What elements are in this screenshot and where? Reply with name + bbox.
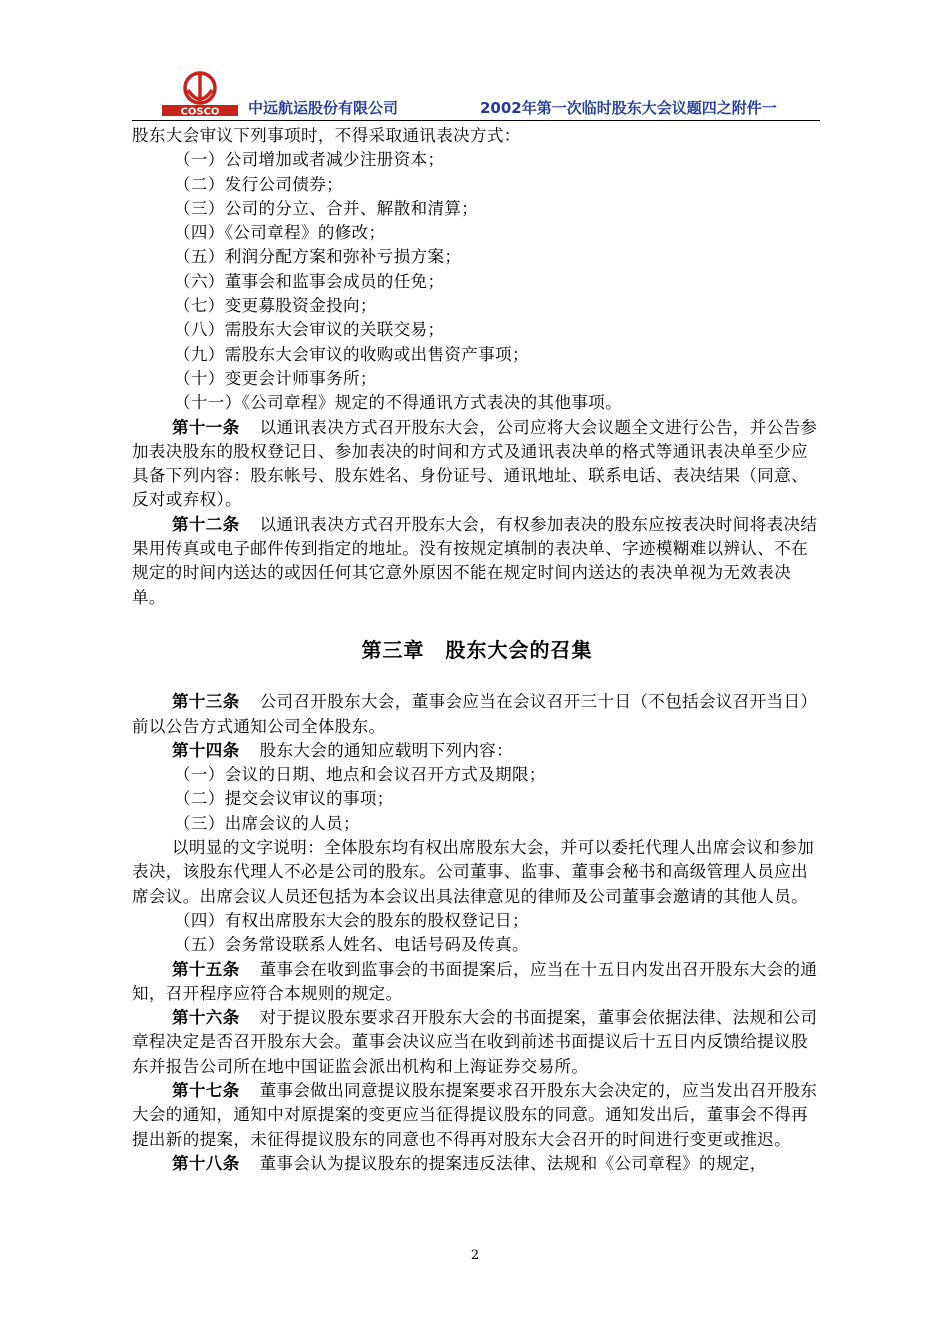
list-item: （六）董事会和监事会成员的任免； (174, 271, 445, 291)
list-item: （二）提交会议审议的事项； (174, 789, 394, 809)
article-12 (132, 513, 822, 610)
header-company: 中远航运股份有限公司 (248, 99, 399, 117)
chapter-heading: 第三章 股东大会的召集 (361, 637, 593, 662)
article-label: 第十一条 (172, 417, 240, 437)
article-text: 董事会认为提议股东的提案违反法律、法规和《公司章程》的规定， (259, 1153, 767, 1173)
article-16 (132, 1006, 822, 1079)
list-item: （九）需股东大会审议的收购或出售资产事项； (174, 344, 529, 364)
article-label: 第十八条 (172, 1153, 240, 1173)
page-header (132, 64, 820, 121)
article-17 (132, 1079, 822, 1152)
article-text: 董事会在收到监事会的书面提案后，应当在十五日内发出召开股东大会的通知，召开程序应符合本规则的规定。 (132, 959, 818, 1003)
article-label: 第十五条 (172, 959, 240, 979)
logo-text: COSCO (180, 106, 220, 118)
intro-paragraph: 股东大会审议下列事项时，不得采取通讯表决方式： (132, 126, 521, 145)
list-item: （一）公司增加或者减少注册资本； (174, 150, 445, 170)
article-text: 董事会做出同意提议股东提案要求召开股东大会决定的，应当发出召开股东大会的通知，通知中对原提案的变更应当征得提议股东的同意。通知发出后，董事会不得再提出新的提案，未征得提议股东的同意也不得再对股东大会召开的时间进行变更或推迟。 (132, 1080, 818, 1149)
list-item: （三）出席会议的人员； (174, 813, 360, 833)
list-item: （三）公司的分立、合并、解散和清算； (174, 198, 479, 218)
article-label: 第十六条 (172, 1008, 240, 1028)
article-text: 以通讯表决方式召开股东大会，有权参加表决的股东应按表决时间将表决结果用传真或电子邮件传到指定的地址。没有按规定填制的表决单、字迹模糊难以辨认、不在规定的时间内送达的或因任何其它意外原因不能在规定时间内送达的表决单视为无效表决单。 (132, 514, 818, 607)
list-item: （四）《公司章程》的修改； (174, 223, 386, 243)
article-label: 第十二条 (172, 514, 240, 534)
list-item: （十一）《公司章程》规定的不得通讯方式表决的其他事项。 (174, 393, 623, 413)
article-text: 以通讯表决方式召开股东大会，公司应将大会议题全文进行公告，并公告参加表决股东的股权登记日、参加表决的时间和方式及通讯表决单的格式等通讯表决单至少应具备下列内容：股东帐号、股东姓名、身份证号、通讯地址、联系电话、表决结果（同意、反对或弃权）。 (132, 417, 818, 510)
list-item: （八）需股东大会审议的关联交易； (174, 320, 445, 340)
list-item: （二）发行公司债券； (174, 174, 343, 194)
list-item: （五）利润分配方案和弥补亏损方案； (174, 247, 462, 267)
article-text: 股东大会的通知应载明下列内容： (259, 740, 514, 760)
article-label: 第十三条 (172, 692, 240, 712)
header-title: 2002年第一次临时股东大会议题四之附件一 (480, 99, 777, 117)
document-body (132, 124, 822, 1176)
article-15 (132, 958, 822, 1007)
list-item: （七）变更募股资金投向； (174, 296, 377, 316)
article-text: 对于提议股东要求召开股东大会的书面提案，董事会依据法律、法规和公司章程决定是否召开股东大会。董事会决议应当在收到前述书面提议后十五日内反馈给提议股东并报告公司所在地中国证监会派出机构和上海证券交易所。 (132, 1008, 818, 1076)
list-item: （十）变更会计师事务所； (174, 368, 377, 388)
list-item: （四）有权出席股东大会的股东的股权登记日； (174, 910, 529, 930)
article-label: 第十四条 (172, 740, 240, 760)
cosco-logo-icon (160, 68, 240, 118)
article-11 (132, 416, 822, 513)
article-14 (132, 739, 822, 763)
article-13 (132, 690, 822, 739)
article-label: 第十七条 (172, 1080, 240, 1100)
list-item: （五）会务常设联系人姓名、电话号码及传真。 (174, 935, 529, 955)
page-number: 2 (470, 1248, 480, 1263)
explanation-paragraph: 以明显的文字说明：全体股东均有权出席股东大会，并可以委托代理人出席会议和参加表决，该股东代理人不必是公司的股东。公司董事、监事、董事会秘书和高级管理人员应出席会议。出席会议人员还包括为本会议出具法律意见的律师及公司董事会邀请的其他人员。 (132, 838, 815, 906)
article-text: 公司召开股东大会，董事会应当在会议召开三十日（不包括会议召开当日）前以公告方式通知公司全体股东。 (132, 692, 818, 736)
article-18 (132, 1152, 822, 1176)
list-item: （一）会议的日期、地点和会议召开方式及期限； (174, 765, 546, 785)
